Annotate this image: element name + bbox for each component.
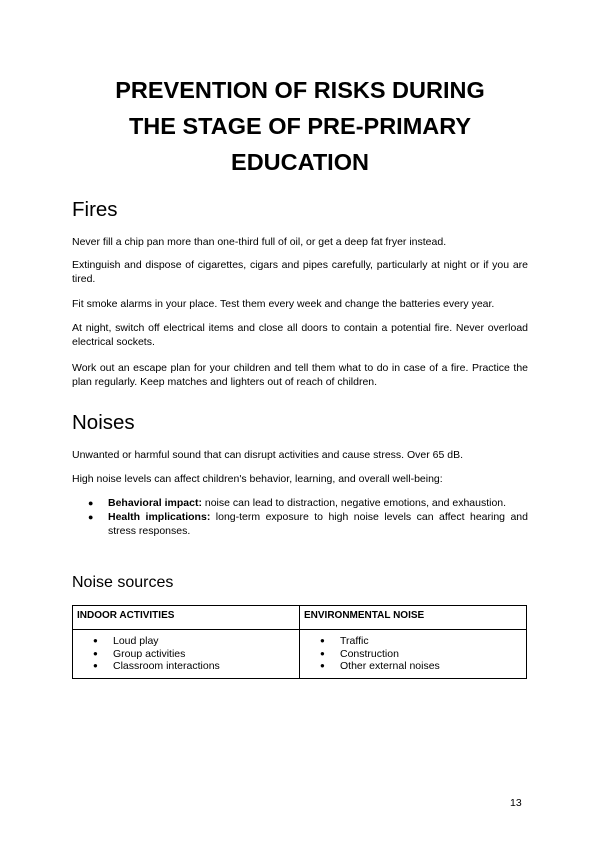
bullet-icon: ● (88, 498, 94, 508)
list-item (304, 648, 522, 661)
fires-paragraph: Never fill a chip pan more than one-third full of oil, or get a deep fat fryer instead. (72, 236, 447, 248)
source-item: Classroom interactions (113, 660, 220, 672)
noise-sources-heading: Noise sources (72, 574, 174, 591)
bullet-icon: ● (93, 661, 98, 670)
noise-sources-table (72, 605, 527, 679)
page-number: 13 (510, 797, 522, 809)
bullet-text: long-term exposure to high noise levels can affect hearing and stress responses. (108, 511, 528, 537)
bullet-icon: ● (93, 636, 98, 645)
list-item (77, 660, 295, 673)
list-item (77, 648, 295, 661)
bullet-icon: ● (320, 636, 325, 645)
bullet-icon: ● (88, 512, 94, 522)
noise-effects-list (72, 496, 528, 538)
source-item: Other external noises (340, 660, 440, 672)
title-line: PREVENTION OF RISKS DURING (115, 77, 485, 103)
list-item (72, 496, 528, 510)
fires-paragraph: Extinguish and dispose of cigarettes, cigars and pipes carefully, particularly at night or if you are tired. (72, 259, 528, 285)
list-item (72, 510, 528, 538)
bullet-icon: ● (93, 648, 98, 658)
list-item (304, 660, 522, 673)
table-header-row (73, 606, 527, 630)
page-title (60, 72, 540, 180)
source-item: Loud play (113, 635, 159, 647)
noises-heading: Noises (72, 411, 135, 434)
bullet-icon: ● (320, 648, 325, 658)
source-item: Group activities (113, 647, 186, 660)
table-cell (300, 630, 527, 679)
fires-paragraph: Work out an escape plan for your children and tell them what to do in case of a fire. Practice the plan regularly. Keep matches and lighters out of reach of children. (72, 362, 528, 388)
column-header: INDOOR ACTIVITIES (73, 606, 300, 630)
bullet-icon: ● (320, 661, 325, 670)
fires-heading: Fires (72, 198, 118, 221)
table-row (73, 630, 527, 679)
fires-paragraph: At night, switch off electrical items and close all doors to contain a potential fire. Never overload electrical sockets. (72, 322, 528, 348)
noises-paragraph: Unwanted or harmful sound that can disrupt activities and cause stress. Over 65 dB. (72, 449, 464, 461)
source-item: Traffic (340, 635, 369, 647)
list-item (77, 635, 295, 648)
title-line: THE STAGE OF PRE-PRIMARY (128, 113, 472, 139)
bullet-bold-lead: Health implications: (108, 511, 211, 523)
noises-paragraph: High noise levels can affect children's behavior, learning, and overall well-being: (72, 473, 443, 485)
source-item: Construction (340, 647, 399, 660)
bullet-text: noise can lead to distraction, negative emotions, and exhaustion. (201, 497, 507, 509)
table-cell (73, 630, 300, 679)
bullet-bold-lead: Behavioral impact: (108, 497, 202, 509)
column-header: ENVIRONMENTAL NOISE (300, 606, 527, 630)
title-line: EDUCATION (231, 149, 369, 175)
fires-paragraph: Fit smoke alarms in your place. Test them every week and change the batteries every year. (72, 298, 495, 310)
list-item (304, 635, 522, 648)
